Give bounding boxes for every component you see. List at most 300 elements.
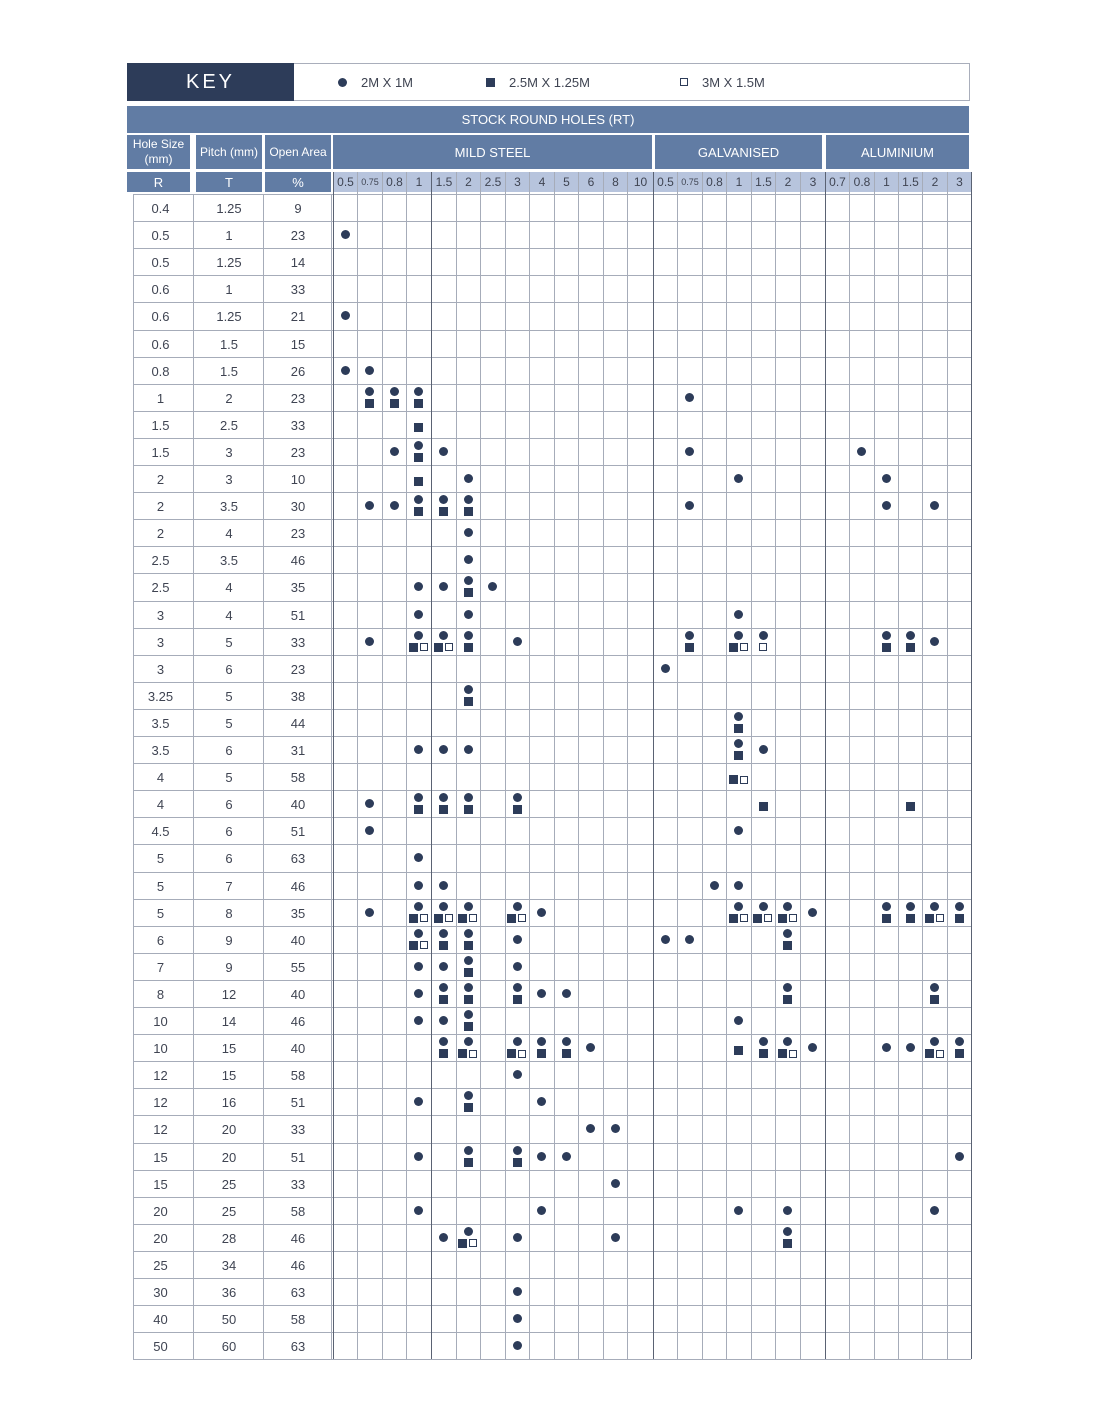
filled-square-icon (729, 643, 738, 652)
filled-square-icon (409, 914, 418, 923)
open-square-icon (518, 1050, 526, 1058)
thickness-header: 0.5 (334, 172, 357, 192)
filled-square-icon (434, 914, 443, 923)
open-area-cell: 55 (290, 959, 306, 975)
legend-label: 2.5M X 1.25M (509, 74, 590, 90)
circle-icon (365, 826, 374, 835)
circle-icon (414, 929, 423, 938)
open-area-cell: 58 (290, 1203, 306, 1219)
pitch-cell: 1.5 (219, 363, 239, 379)
column-divider (800, 172, 801, 1359)
filled-square-icon (458, 914, 467, 923)
circle-icon (930, 1206, 939, 1215)
hole-size-cell: 2.5 (151, 553, 170, 569)
filled-square-icon (439, 805, 448, 814)
circle-icon (464, 474, 473, 483)
open-area-cell: 33 (290, 417, 306, 433)
hole-size-cell: 25 (153, 1257, 168, 1273)
circle-icon (537, 1152, 546, 1161)
thickness-header: 2 (776, 172, 800, 192)
circle-icon (734, 712, 743, 721)
hole-size-cell: 1.5 (151, 444, 170, 460)
thickness-header: 0.5 (654, 172, 677, 192)
filled-square-icon (882, 643, 891, 652)
circle-icon (464, 631, 473, 640)
filled-square-icon (734, 724, 743, 733)
filled-square-icon (464, 1103, 473, 1112)
pitch-cell: 8 (225, 905, 233, 921)
column-divider (406, 172, 407, 1359)
filled-square-icon (729, 914, 738, 923)
thickness-header: 6 (579, 172, 603, 192)
circle-icon (464, 576, 473, 585)
circle-icon (734, 474, 743, 483)
column-divider (357, 172, 358, 1359)
circle-icon (513, 637, 522, 646)
open-area-cell: 23 (290, 390, 306, 406)
hole-size-cell: 2 (156, 526, 165, 542)
circle-icon (439, 983, 448, 992)
filled-square-icon (464, 995, 473, 1004)
filled-square-icon (925, 1049, 934, 1058)
circle-icon (439, 962, 448, 971)
open-area-cell: 46 (290, 553, 306, 569)
circle-icon (439, 1233, 448, 1242)
pitch-cell: 16 (221, 1095, 237, 1111)
circle-icon (414, 745, 423, 754)
thickness-header: 5 (555, 172, 578, 192)
circle-icon (513, 935, 522, 944)
filled-square-icon (486, 78, 495, 87)
circle-icon (562, 1037, 571, 1046)
filled-square-icon (783, 995, 792, 1004)
circle-icon (464, 1146, 473, 1155)
circle-icon (513, 793, 522, 802)
circle-icon (783, 983, 792, 992)
pitch-cell: 25 (221, 1203, 237, 1219)
circle-icon (464, 1037, 473, 1046)
open-area-cell: 51 (290, 1149, 306, 1165)
thickness-header: 2.5 (481, 172, 505, 192)
legend-item-circle (338, 63, 413, 101)
filled-square-icon (390, 399, 399, 408)
open-square-icon (420, 914, 428, 922)
circle-icon (734, 631, 743, 640)
circle-icon (611, 1233, 620, 1242)
filled-square-icon (930, 995, 939, 1004)
hole-size-cell: 0.6 (151, 309, 170, 325)
circle-icon (439, 881, 448, 890)
hole-size-cell: 3 (156, 607, 165, 623)
open-square-icon (469, 1239, 477, 1247)
circle-icon (537, 1206, 546, 1215)
open-area-symbol: % (265, 172, 331, 192)
circle-icon (882, 902, 891, 911)
circle-icon (537, 1037, 546, 1046)
column-divider (603, 172, 604, 1359)
pitch-cell: 4 (225, 607, 233, 623)
open-square-icon (420, 941, 428, 949)
open-square-icon (759, 643, 767, 651)
filled-square-icon (513, 805, 522, 814)
open-square-icon (764, 914, 772, 922)
pitch-cell: 1.5 (219, 336, 239, 352)
circle-icon (439, 1016, 448, 1025)
filled-square-icon (778, 1049, 787, 1058)
open-area-cell: 63 (290, 851, 306, 867)
circle-icon (464, 929, 473, 938)
filled-square-icon (439, 1049, 448, 1058)
thickness-header: 2 (923, 172, 947, 192)
circle-icon (734, 1206, 743, 1215)
filled-square-icon (507, 914, 516, 923)
open-area-cell: 46 (290, 1257, 306, 1273)
pitch-cell: 7 (225, 878, 233, 894)
circle-icon (464, 745, 473, 754)
circle-icon (955, 1037, 964, 1046)
column-divider (677, 172, 678, 1359)
circle-icon (906, 1043, 915, 1052)
filled-square-icon (464, 643, 473, 652)
open-area-cell: 35 (290, 905, 306, 921)
legend-label: 3M X 1.5M (702, 74, 765, 90)
circle-icon (414, 902, 423, 911)
circle-icon (464, 610, 473, 619)
circle-icon (439, 929, 448, 938)
legend-item-open-square (680, 63, 765, 101)
hole-size-cell: 30 (153, 1285, 168, 1301)
circle-icon (414, 495, 423, 504)
filled-square-icon (783, 1239, 792, 1248)
open-area-cell: 51 (290, 607, 306, 623)
circle-icon (586, 1124, 595, 1133)
filled-square-icon (882, 914, 891, 923)
filled-square-icon (734, 751, 743, 760)
circle-icon (537, 908, 546, 917)
column-divider (947, 172, 948, 1359)
circle-icon (464, 685, 473, 694)
circle-icon (906, 902, 915, 911)
column-divider (874, 172, 875, 1359)
circle-icon (464, 1010, 473, 1019)
filled-square-icon (955, 914, 964, 923)
thickness-header: 3 (506, 172, 529, 192)
circle-icon (857, 447, 866, 456)
hole-size-cell: 5 (156, 851, 165, 867)
column-divider (898, 172, 899, 1359)
circle-icon (365, 501, 374, 510)
pitch-cell: 34 (221, 1257, 237, 1273)
filled-square-icon (464, 968, 473, 977)
thickness-header: 1.5 (899, 172, 922, 192)
hole-size-cell: 0.6 (151, 336, 170, 352)
filled-square-icon (464, 697, 473, 706)
circle-icon (759, 1037, 768, 1046)
circle-icon (513, 983, 522, 992)
circle-icon (734, 902, 743, 911)
circle-icon (955, 902, 964, 911)
circle-icon (513, 1070, 522, 1079)
hole-size-cell: 12 (153, 1122, 168, 1138)
thickness-header: 8 (604, 172, 627, 192)
circle-icon (464, 902, 473, 911)
circle-icon (464, 956, 473, 965)
circle-icon (513, 902, 522, 911)
open-area-cell: 21 (290, 309, 306, 325)
open-area-cell: 40 (290, 797, 306, 813)
column-divider (333, 172, 334, 1359)
pitch-cell: 5 (225, 770, 233, 786)
open-area-header: Open Area (265, 135, 331, 169)
circle-icon (661, 664, 670, 673)
filled-square-icon (464, 1022, 473, 1031)
open-area-cell: 23 (290, 444, 306, 460)
circle-icon (586, 1043, 595, 1052)
column-divider (578, 172, 579, 1359)
filled-square-icon (439, 507, 448, 516)
pitch-cell: 6 (225, 851, 233, 867)
open-area-cell: 30 (290, 499, 306, 515)
column-divider (431, 172, 432, 1359)
circle-icon (414, 1152, 423, 1161)
circle-icon (685, 393, 694, 402)
hole-size-cell: 20 (153, 1203, 168, 1219)
circle-icon (562, 1152, 571, 1161)
filled-square-icon (464, 805, 473, 814)
open-area-cell: 46 (290, 1014, 306, 1030)
open-area-cell: 44 (290, 715, 306, 731)
circle-icon (390, 501, 399, 510)
group-header-galvanised: GALVANISED (655, 135, 822, 169)
hole-size-cell: 1 (156, 390, 165, 406)
column-divider (331, 194, 332, 1359)
hole-size-cell: 40 (153, 1312, 168, 1328)
hole-size-cell: 4.5 (151, 824, 170, 840)
circle-icon (439, 631, 448, 640)
hole-size-cell: 5 (156, 905, 165, 921)
pitch-cell: 20 (221, 1122, 237, 1138)
column-divider (193, 194, 194, 1359)
thickness-header: 3 (948, 172, 971, 192)
group-header-aluminium: ALUMINIUM (826, 135, 969, 169)
circle-icon (414, 610, 423, 619)
circle-icon (685, 501, 694, 510)
filled-square-icon (414, 423, 423, 432)
open-square-icon (469, 1050, 477, 1058)
hole-size-cell: 1.5 (151, 417, 170, 433)
circle-icon (341, 230, 350, 239)
thickness-header: 0.8 (703, 172, 726, 192)
circle-icon (759, 902, 768, 911)
circle-icon (759, 631, 768, 640)
filled-square-icon (414, 805, 423, 814)
filled-square-icon (464, 507, 473, 516)
circle-icon (365, 908, 374, 917)
circle-icon (414, 1097, 423, 1106)
pitch-cell: 6 (225, 743, 233, 759)
pitch-cell: 50 (221, 1312, 237, 1328)
open-area-cell: 14 (290, 255, 306, 271)
pitch-header: Pitch (mm) (196, 135, 262, 169)
circle-icon (537, 989, 546, 998)
circle-icon (338, 78, 347, 87)
open-square-icon (518, 914, 526, 922)
hole-size-cell: 20 (153, 1230, 168, 1246)
circle-icon (734, 610, 743, 619)
hole-size-cell: 7 (156, 959, 165, 975)
pitch-cell: 6 (225, 661, 233, 677)
hole-size-cell: 15 (153, 1149, 168, 1165)
circle-icon (439, 1037, 448, 1046)
circle-icon (734, 826, 743, 835)
circle-icon (390, 447, 399, 456)
pitch-cell: 14 (221, 1014, 237, 1030)
circle-icon (734, 881, 743, 890)
circle-icon (414, 441, 423, 450)
filled-square-icon (414, 399, 423, 408)
hole-size-cell: 4 (156, 770, 165, 786)
thickness-header: 1.5 (752, 172, 775, 192)
filled-square-icon (783, 941, 792, 950)
pitch-cell: 3.5 (219, 553, 239, 569)
pitch-cell: 12 (221, 986, 237, 1002)
table-title: STOCK ROUND HOLES (RT) (127, 106, 969, 133)
open-area-cell: 23 (290, 661, 306, 677)
open-square-icon (740, 643, 748, 651)
filled-square-icon (464, 941, 473, 950)
column-divider (554, 172, 555, 1359)
pitch-cell: 9 (225, 932, 233, 948)
circle-icon (759, 745, 768, 754)
open-square-icon (789, 1050, 797, 1058)
column-divider (726, 172, 727, 1359)
circle-icon (710, 881, 719, 890)
pitch-cell: 3.5 (219, 499, 239, 515)
circle-icon (439, 495, 448, 504)
open-area-cell: 33 (290, 634, 306, 650)
circle-icon (365, 387, 374, 396)
circle-icon (808, 1043, 817, 1052)
circle-icon (464, 495, 473, 504)
open-square-icon (445, 914, 453, 922)
open-area-cell: 38 (290, 688, 306, 704)
open-square-icon (936, 914, 944, 922)
hole-size-cell: 4 (156, 797, 165, 813)
open-area-cell: 40 (290, 986, 306, 1002)
circle-icon (783, 902, 792, 911)
circle-icon (661, 935, 670, 944)
hole-size-cell: 2 (156, 472, 165, 488)
hole-size-cell: 12 (153, 1068, 168, 1084)
hole-size-symbol: R (127, 172, 190, 192)
circle-icon (513, 1287, 522, 1296)
circle-icon (513, 1341, 522, 1350)
pitch-cell: 1.25 (216, 309, 242, 325)
open-area-cell: 51 (290, 824, 306, 840)
open-area-cell: 9 (294, 201, 302, 217)
legend-label: 2M X 1M (361, 74, 414, 90)
hole-size-cell: 10 (153, 1014, 168, 1030)
column-divider (263, 194, 264, 1359)
thickness-header: 0.75 (358, 172, 382, 192)
hole-size-cell: 2 (156, 499, 165, 515)
pitch-cell: 3 (225, 444, 233, 460)
circle-icon (365, 799, 374, 808)
open-area-cell: 58 (290, 770, 306, 786)
pitch-cell: 4 (225, 580, 233, 596)
open-area-cell: 33 (290, 1176, 306, 1192)
circle-icon (414, 1016, 423, 1025)
open-square-icon (420, 643, 428, 651)
pitch-cell: 15 (221, 1068, 237, 1084)
filled-square-icon (778, 914, 787, 923)
pitch-cell: 15 (221, 1041, 237, 1057)
circle-icon (808, 908, 817, 917)
thickness-header: 3 (801, 172, 825, 192)
hole-size-cell: 8 (156, 986, 165, 1002)
filled-square-icon (734, 1046, 743, 1055)
pitch-cell: 2 (225, 390, 233, 406)
circle-icon (513, 1037, 522, 1046)
hole-size-cell: 15 (153, 1176, 168, 1192)
circle-icon (882, 501, 891, 510)
column-divider (653, 172, 654, 1359)
open-square-icon (740, 776, 748, 784)
circle-icon (365, 366, 374, 375)
group-header-mild-steel: MILD STEEL (333, 135, 652, 169)
open-area-cell: 31 (290, 743, 306, 759)
circle-icon (930, 637, 939, 646)
filled-square-icon (906, 802, 915, 811)
open-area-cell: 10 (290, 472, 306, 488)
column-divider (825, 172, 826, 1359)
open-area-cell: 51 (290, 1095, 306, 1111)
hole-size-cell: 5 (156, 878, 165, 894)
circle-icon (906, 631, 915, 640)
pitch-cell: 6 (225, 824, 233, 840)
pitch-cell: 20 (221, 1149, 237, 1165)
filled-square-icon (955, 1049, 964, 1058)
column-divider (702, 172, 703, 1359)
pitch-cell: 25 (221, 1176, 237, 1192)
hole-size-cell: 12 (153, 1095, 168, 1111)
circle-icon (414, 793, 423, 802)
open-square-icon (740, 914, 748, 922)
open-area-cell: 15 (290, 336, 306, 352)
filled-square-icon (414, 453, 423, 462)
pitch-symbol: T (196, 172, 262, 192)
thickness-header: 1 (407, 172, 431, 192)
filled-square-icon (414, 507, 423, 516)
column-divider (529, 172, 530, 1359)
circle-icon (464, 528, 473, 537)
filled-square-icon (906, 643, 915, 652)
circle-icon (414, 853, 423, 862)
filled-square-icon (439, 995, 448, 1004)
circle-icon (611, 1179, 620, 1188)
filled-square-icon (729, 775, 738, 784)
open-square-icon (936, 1050, 944, 1058)
pitch-cell: 6 (225, 797, 233, 813)
column-divider (971, 172, 972, 1359)
circle-icon (783, 1227, 792, 1236)
circle-icon (464, 1227, 473, 1236)
filled-square-icon (414, 477, 423, 486)
pitch-cell: 1 (225, 228, 233, 244)
circle-icon (414, 989, 423, 998)
filled-square-icon (409, 643, 418, 652)
pitch-cell: 9 (225, 959, 233, 975)
